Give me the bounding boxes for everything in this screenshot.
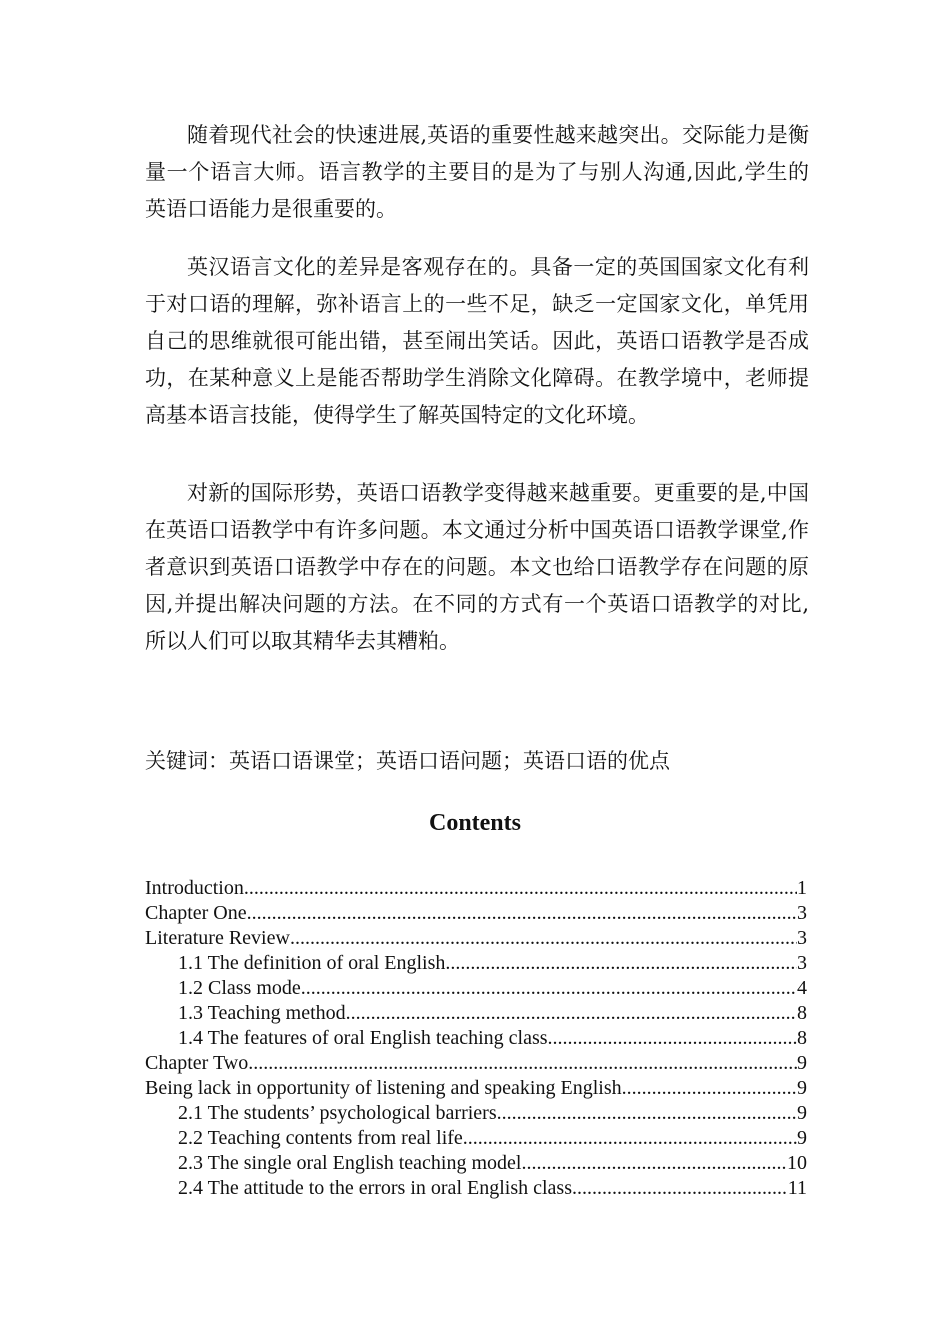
toc-entry[interactable] bbox=[145, 976, 807, 1001]
abstract-paragraph-1: 随着现代社会的快速进展,英语的重要性越来越突出。交际能力是衡量一个语言大师。语言教学的主要目的是为了与别人沟通,因此,学生的英语口语能力是很重要的。 bbox=[145, 123, 809, 221]
toc-page-number: 8 bbox=[797, 1002, 807, 1024]
toc-dot-leader bbox=[301, 976, 797, 1001]
toc-dot-leader bbox=[247, 901, 797, 926]
toc-entry-title: 2.1 The students’ psychological barriers bbox=[178, 1102, 497, 1124]
toc-dot-leader bbox=[290, 926, 797, 951]
toc-dot-leader bbox=[445, 951, 797, 976]
toc-page-number: 8 bbox=[797, 1027, 807, 1049]
abstract-paragraph-2: 英汉语言文化的差异是客观存在的。具备一定的英国国家文化有利于对口语的理解，弥补语言上的一些不足，缺乏一定国家文化，单凭用自己的思维就很可能出错，甚至闹出笑话。因此，英语口语教学是否成功，在某种意义上是能否帮助学生消除文化障碍。在教学境中，老师提高基本语言技能，使得学生了解英国特定的文化环境。 bbox=[145, 255, 809, 427]
toc-entry-title: 2.3 The single oral English teaching model bbox=[178, 1152, 522, 1174]
toc-entry-title: Being lack in opportunity of listening and speaking English bbox=[145, 1077, 622, 1099]
toc-page-number: 9 bbox=[797, 1077, 807, 1099]
toc-dot-leader bbox=[521, 1151, 787, 1176]
toc-entry-title: 2.2 Teaching contents from real life bbox=[178, 1127, 463, 1149]
toc-entry[interactable] bbox=[145, 1101, 807, 1126]
toc-dot-leader bbox=[497, 1101, 797, 1126]
toc-page-number: 9 bbox=[797, 1052, 807, 1074]
toc-page-number: 4 bbox=[797, 977, 807, 999]
toc-entry[interactable] bbox=[145, 1026, 807, 1051]
toc-entry[interactable] bbox=[145, 1151, 807, 1176]
toc-entry-title: 1.2 Class mode bbox=[178, 977, 301, 999]
toc-entry[interactable] bbox=[145, 1076, 807, 1101]
toc-page-number: 3 bbox=[797, 902, 807, 924]
toc-entry-title: Literature Review bbox=[145, 927, 290, 949]
toc-page-number: 10 bbox=[787, 1152, 807, 1174]
abstract-paragraph-3: 对新的国际形势，英语口语教学变得越来越重要。更重要的是,中国在英语口语教学中有许多问题。本文通过分析中国英语口语教学课堂,作者意识到英语口语教学中存在的问题。本文也给口语教学存在问题的原因,并提出解决问题的方法。在不同的方式有一个英语口语教学的对比,所以人们可以取其精华去其糟粕。 bbox=[145, 481, 809, 653]
toc-entry-title: 1.1 The definition of oral English bbox=[178, 952, 446, 974]
toc-entry[interactable] bbox=[145, 1001, 807, 1026]
toc-entry-title: 2.4 The attitude to the errors in oral English class bbox=[178, 1177, 572, 1199]
toc-entry[interactable] bbox=[145, 901, 807, 926]
contents-heading: Contents bbox=[428, 810, 521, 836]
toc-entry-title: Chapter One bbox=[145, 902, 247, 924]
table-of-contents bbox=[145, 876, 807, 1201]
toc-dot-leader bbox=[346, 1001, 797, 1026]
toc-entry-title: Introduction bbox=[145, 877, 244, 899]
toc-entry-title: 1.4 The features of oral English teaching class bbox=[178, 1027, 548, 1049]
toc-entry[interactable] bbox=[145, 926, 807, 951]
toc-entry[interactable] bbox=[145, 951, 807, 976]
keywords-line: 关键词：英语口语课堂；英语口语问题；英语口语的优点 bbox=[145, 749, 670, 773]
toc-entry[interactable] bbox=[145, 1176, 807, 1201]
toc-page-number: 3 bbox=[797, 952, 807, 974]
toc-dot-leader bbox=[248, 1051, 797, 1076]
toc-entry-title: 1.3 Teaching method bbox=[178, 1002, 346, 1024]
toc-dot-leader bbox=[548, 1026, 797, 1051]
toc-page-number: 3 bbox=[797, 927, 807, 949]
toc-entry-title: Chapter Two bbox=[145, 1052, 249, 1074]
toc-page-number: 11 bbox=[787, 1177, 807, 1199]
toc-dot-leader bbox=[622, 1076, 797, 1101]
toc-dot-leader bbox=[572, 1176, 788, 1201]
toc-page-number: 9 bbox=[797, 1127, 807, 1149]
toc-entry[interactable] bbox=[145, 1051, 807, 1076]
toc-dot-leader bbox=[463, 1126, 797, 1151]
toc-entry[interactable] bbox=[145, 1126, 807, 1151]
toc-page-number: 1 bbox=[797, 877, 807, 899]
toc-entry[interactable] bbox=[145, 876, 807, 901]
toc-page-number: 9 bbox=[797, 1102, 807, 1124]
toc-dot-leader bbox=[244, 876, 797, 901]
